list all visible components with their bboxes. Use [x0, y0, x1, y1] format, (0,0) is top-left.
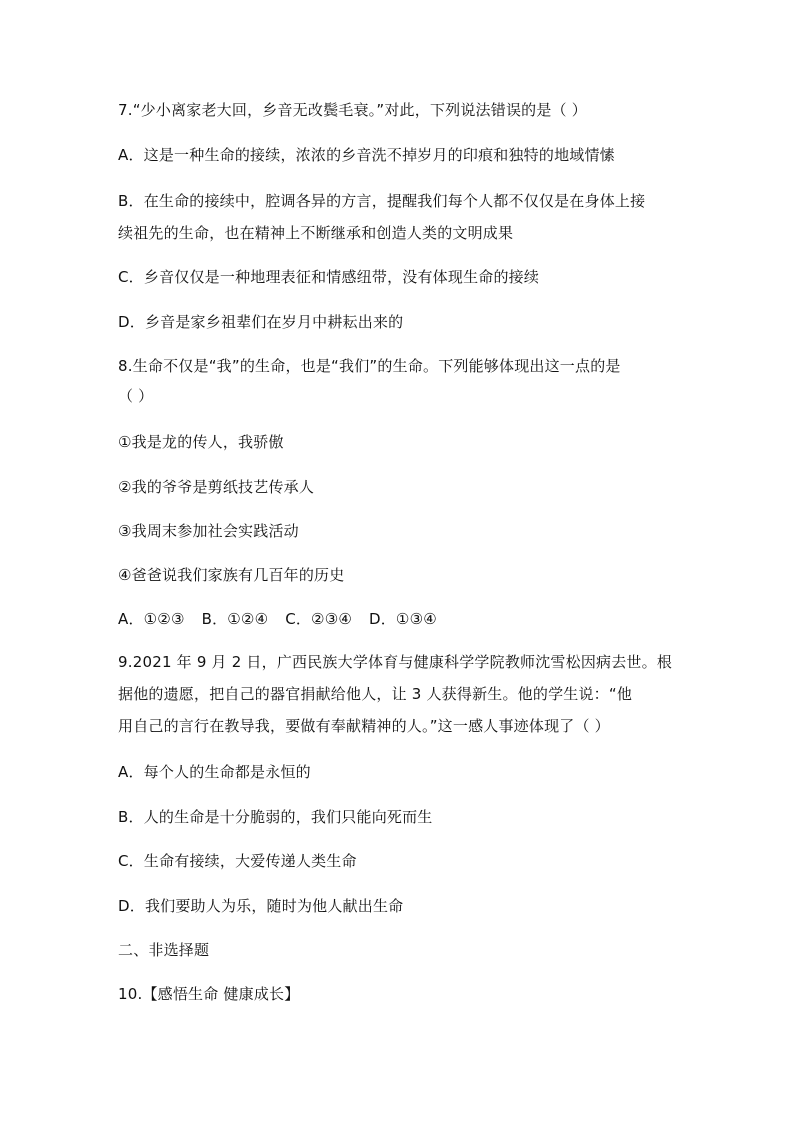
- question-8-item-1: ①我是龙的传人，我骄傲: [118, 433, 284, 451]
- question-8-option-c: C．②③④: [285, 610, 353, 628]
- question-9-option-d: D．我们要助人为乐，随时为他人献出生命: [118, 897, 404, 915]
- question-10-title: 10.【感悟生命 健康成长】: [118, 985, 300, 1003]
- question-8-option-a: A．①②③: [118, 610, 185, 628]
- section-title: 二、非选择题: [118, 941, 210, 959]
- question-7-option-c: C．乡音仅仅是一种地理表征和情感纽带，没有体现生命的接续: [118, 268, 540, 286]
- question-9-option-b: B．人的生命是十分脆弱的，我们只能向死而生: [118, 808, 433, 826]
- question-9-stem-line-1: 9.2021 年 9 月 2 日，广西民族大学体育与健康科学学院教师沈雪松因病去世。根: [118, 653, 673, 671]
- question-9-option-c: C．生命有接续，大爱传递人类生命: [118, 852, 357, 870]
- question-7-option-d: D．乡音是家乡祖辈们在岁月中耕耘出来的: [118, 313, 404, 331]
- question-9-option-a: A．每个人的生命都是永恒的: [118, 763, 311, 781]
- question-9-stem-line-3: 用自己的言行在教导我，要做有奉献精神的人。”这一感人事迹体现了（ ）: [118, 717, 610, 735]
- question-9-stem-line-2: 据他的遗愿，把自己的器官捐献给他人，让 3 人获得新生。他的学生说：“他: [118, 685, 633, 703]
- question-8-item-3: ③我周末参加社会实践活动: [118, 522, 299, 540]
- question-8-item-4: ④爸爸说我们家族有几百年的历史: [118, 566, 345, 584]
- question-8-item-2: ②我的爷爷是剪纸技艺传承人: [118, 478, 315, 496]
- question-8-stem-line-2: （ ）: [118, 387, 154, 405]
- question-8-options: [118, 609, 678, 629]
- question-7-option-b-line-1: B．在生命的接续中，腔调各异的方言，提醒我们每个人都不仅仅是在身体上接: [118, 192, 646, 210]
- question-7-stem: 7.“少小离家老大回，乡音无改鬓毛衰。”对此，下列说法错误的是（ ）: [118, 101, 587, 119]
- question-8-stem-line-1: 8.生命不仅是“我”的生命，也是“我们”的生命。下列能够体现出这一点的是: [118, 357, 621, 375]
- question-8-option-d: D．①③④: [368, 610, 437, 628]
- question-7-option-a: A．这是一种生命的接续，浓浓的乡音洗不掉岁月的印痕和独特的地域情愫: [118, 146, 615, 164]
- question-7-option-b-line-2: 续祖先的生命，也在精神上不断继承和创造人类的文明成果: [118, 224, 514, 242]
- question-8-option-b: B．①②④: [201, 610, 269, 628]
